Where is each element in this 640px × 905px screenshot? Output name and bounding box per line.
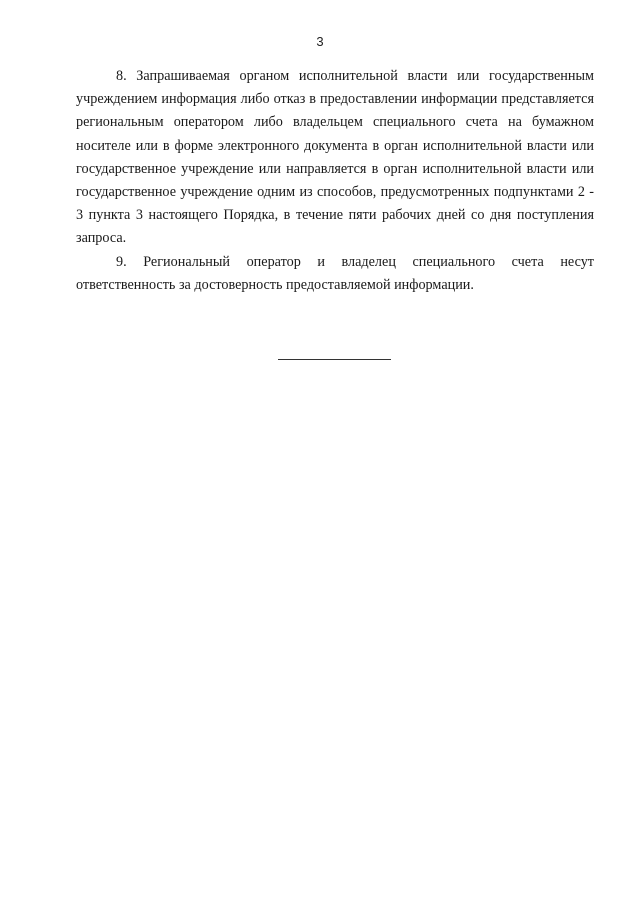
end-separator-line [278, 359, 391, 360]
paragraph-9: 9. Региональный оператор и владелец специального счета несут ответственность за достоверность предоставляемой информации. [76, 253, 594, 293]
page-number: 3 [316, 34, 324, 49]
document-body [76, 65, 594, 297]
paragraph-8: 8. Запрашиваемая органом исполнительной власти или государственным учреждением информация либо отказ в предоставлении информации представляется региональным оператором либо владельцем специального счета на бумажном носителе или в форме электронного документа в орган исполнительной власти или государственное учреждение или направляется в орган исполнительной власти или государственное учреждение одним из способов, предусмотренных подпунктами 2 - 3 пункта 3 настоящего Порядка, в течение пяти рабочих дней со дня поступления запроса. [76, 68, 594, 247]
